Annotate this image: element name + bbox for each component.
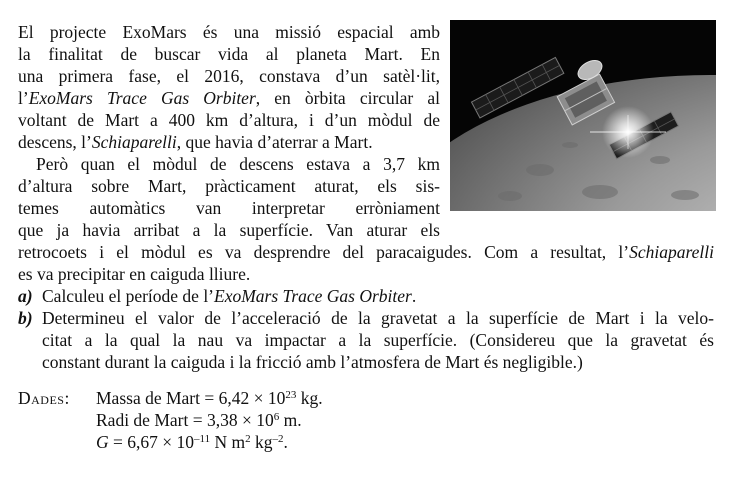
question-b-line-3: constant durant la caiguda i la fricció amb l’atmosfera de Mart és negligible.) — [42, 352, 583, 372]
g-unit-newton-meter: N m — [210, 432, 246, 452]
descent-line-5-prefix: retrocoets i el mòdul es va desprendre del paracaigudes. Com a resultat, l’ — [18, 242, 630, 262]
intro-line-1: El projecte ExoMars és una missió espacial amb — [18, 22, 440, 42]
mars-mass-unit: kg. — [296, 388, 323, 408]
dades-label: Dades: — [18, 388, 70, 408]
descent-line-4: que ja havia arribat a la superfície. Van aturar els — [18, 220, 440, 240]
question-a-orbiter: ExoMars Trace Gas Orbiter — [214, 286, 412, 306]
mars-mass-text: Massa de Mart = 6,42 × 10 — [96, 388, 286, 408]
g-unit-kg: kg — [250, 432, 273, 452]
descent-line-2: d’altura sobre Mart, pràcticament aturat, els sis- — [18, 176, 440, 196]
intro-line-6-prefix: descens, l’ — [18, 132, 92, 152]
descent-line-5 — [18, 241, 714, 263]
g-value: = 6,67 × 10 — [108, 432, 195, 452]
lander-name-2: Schiaparelli — [629, 242, 714, 262]
question-b-line-1: Determineu el valor de l’acceleració de la gravetat a la superfície de Mart i la velo- — [42, 308, 714, 328]
intro-line-4-prefix: l’ — [18, 88, 29, 108]
question-a-label: a) — [18, 286, 33, 306]
mars-radius-exponent: 6 — [273, 411, 280, 423]
gravitational-constant — [96, 431, 288, 456]
descent-line-1: Però quan el mòdul de descens estava a 3,7 km — [36, 154, 440, 174]
descent-line-3: temes automàtics van interpretar erròniament — [18, 198, 440, 218]
g-unit-kg-exponent: –2 — [272, 433, 284, 445]
g-end: . — [283, 432, 288, 452]
intro-line-4 — [18, 87, 440, 109]
intro-line-6-suffix: , que havia d’aterrar a Mart. — [176, 132, 373, 152]
question-b-line-2: citat a la qual la nau va impactar a la superfície. (Considereu que la gravetat és — [42, 330, 714, 350]
g-symbol: G — [96, 432, 109, 452]
intro-line-4-suffix: , en òrbita circular al — [255, 88, 440, 108]
exomars-satellite-image — [450, 20, 716, 211]
intro-line-2: la finalitat de buscar vida al planeta Mart. En — [18, 44, 440, 64]
g-unit-meter-exponent: 2 — [245, 433, 251, 445]
lander-name: Schiaparelli — [91, 132, 177, 152]
g-exponent: –11 — [194, 433, 211, 445]
question-a-text — [42, 285, 416, 307]
question-a-prefix: Calculeu el període de l’ — [42, 286, 215, 306]
orbiter-name: ExoMars Trace Gas Orbiter — [28, 88, 256, 108]
mars-radius-unit: m. — [279, 410, 302, 430]
question-b-label: b) — [18, 308, 33, 328]
intro-line-3: una primera fase, el 2016, constava d’un satèl·lit, — [18, 66, 440, 86]
intro-line-6 — [18, 131, 373, 153]
descent-line-6: es va precipitar en caiguda lliure. — [18, 264, 251, 284]
mars-mass-exponent: 23 — [285, 389, 297, 401]
question-a-suffix: . — [411, 286, 417, 306]
intro-line-5: voltant de Mart a 400 km d’altura, i d’un mòdul de — [18, 110, 440, 130]
mars-radius-text: Radi de Mart = 3,38 × 10 — [96, 410, 274, 430]
